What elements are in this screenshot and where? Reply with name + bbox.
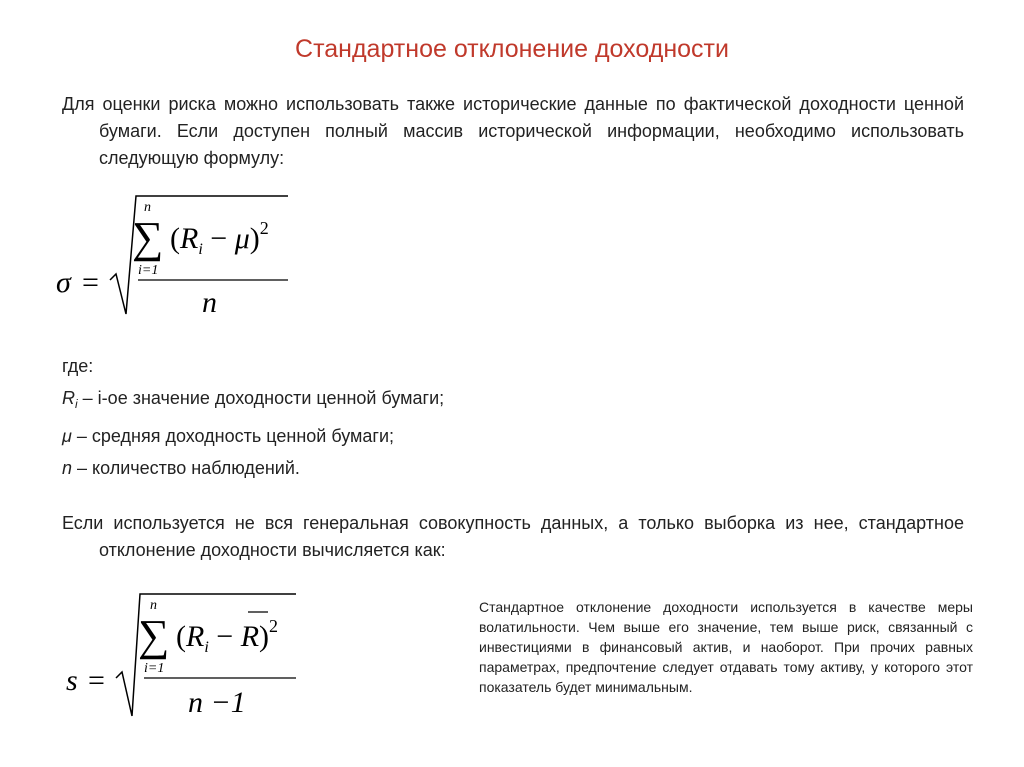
definition-row [62, 382, 444, 420]
definition-text: – i-ое значение доходности ценной бумаги; [77, 388, 445, 408]
sum-upper-limit: n [150, 598, 157, 613]
term-open-paren: ( [176, 620, 186, 653]
term-subscript: i [204, 639, 209, 656]
definition-row [62, 452, 444, 484]
formula-population-svg [52, 190, 312, 330]
definition-text: – средняя доходность ценной бумаги; [71, 426, 395, 446]
intro-paragraph: Для оценки риска можно использовать также исторические данные по фактической доходности ценной бумаги. Если доступен полный массив исторической информации, необходимо использовать следующую формулу: [62, 94, 964, 168]
term-mean: μ [234, 222, 250, 255]
denominator: n −1 [188, 686, 246, 719]
volatility-note: Стандартное отклонение доходности используется в качестве меры волатильности. Чем выше его значение, тем выше риск, связанный с инвестициями в финансовый актив, и наоборот. При прочих равных параметрах, предпочтение следует отдавать тому активу, у которого этот показатель будет минимальным. [479, 599, 973, 695]
term-subscript: i [198, 241, 203, 258]
definition-symbol: n [62, 458, 73, 478]
term-variable: R [180, 222, 199, 255]
term-close-paren: ) [249, 222, 260, 255]
where-label: где: [62, 356, 94, 376]
term-expression [176, 616, 278, 656]
term-exponent: 2 [269, 616, 279, 636]
sample-paragraph: Если используется не вся генеральная совокупность данных, а только выборка из нее, стандартное отклонение доходности вычисляется как: [62, 513, 964, 560]
definitions-list [62, 350, 444, 484]
summation-sign: ∑ [138, 611, 170, 660]
denominator: n [202, 286, 217, 319]
term-close-paren: ) [259, 620, 270, 653]
slide-title: Стандартное отклонение доходности [295, 35, 729, 63]
term-mean: R [240, 620, 260, 653]
term-minus: − [202, 222, 235, 255]
sum-lower-limit: i=1 [138, 263, 159, 278]
definition-text: – количество наблюдений. [72, 458, 300, 478]
term-expression [170, 218, 269, 258]
definition-symbol: R [62, 388, 75, 408]
term-exponent: 2 [259, 218, 269, 238]
formula-sample [62, 590, 332, 730]
term-open-paren: ( [170, 222, 180, 255]
definition-symbol: μ [62, 426, 72, 446]
sum-upper-limit: n [144, 200, 151, 215]
formula-lhs: s [66, 664, 78, 697]
term-minus: − [208, 620, 241, 653]
definition-row [62, 420, 444, 452]
formula-equals: = [82, 266, 99, 299]
formula-population [52, 190, 312, 330]
sum-lower-limit: i=1 [144, 661, 165, 676]
formula-lhs: σ [56, 266, 71, 299]
summation-sign: ∑ [132, 213, 164, 262]
definition-subscript: i [75, 397, 78, 411]
formula-sample-svg [62, 590, 332, 730]
term-variable: R [186, 620, 205, 653]
formula-equals: = [88, 664, 105, 697]
